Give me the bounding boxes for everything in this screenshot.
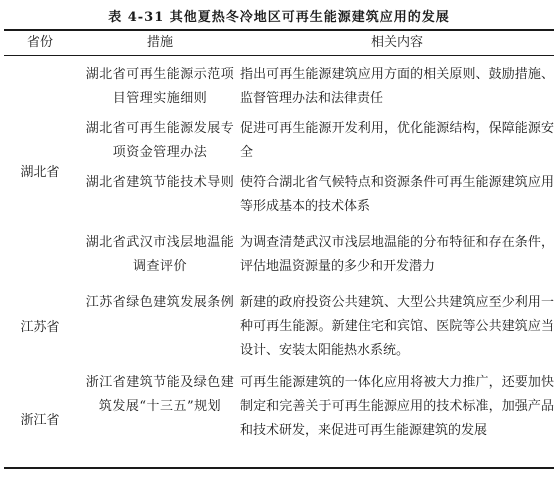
bottom-rule [4, 467, 554, 469]
measure-cell: 浙江省建筑节能及绿色建筑发展“十三五”规划 [85, 375, 235, 414]
province-hubei: 湖北省 [20, 165, 60, 180]
province-jiangsu: 江苏省 [20, 320, 60, 335]
content-cell: 可再生能源建筑的一体化应用将被大力推广，还要加快制定和完善关于可再生能源应用的技术标准，加强产品和技术研发，来促进可再生能源建筑的发展 [240, 375, 554, 438]
province-zhejiang: 浙江省 [20, 413, 60, 428]
header-rule [4, 55, 554, 56]
header-content: 相关内容 [370, 35, 423, 50]
measure-cell: 江苏省绿色建筑发展条例 [85, 295, 235, 310]
content-cell: 促进可再生能源开发利用，优化能源结构，保障能源安全 [240, 121, 554, 160]
content-cell: 指出可再生能源建筑应用方面的相关原则、鼓励措施、监督管理办法和法律责任 [240, 67, 554, 106]
content-cell: 为调查清楚武汉市浅层地温能的分布特征和存在条件，评估地温资源量的多少和开发潜力 [240, 235, 554, 274]
content-cell: 使符合湖北省气候特点和资源条件可再生能源建筑应用等形成基本的技术体系 [240, 175, 554, 214]
table-caption: 表 4-31 其他夏热冬冷地区可再生能源建筑应用的发展 [108, 10, 450, 25]
content-cell: 新建的政府投资公共建筑、大型公共建筑应至少利用一种可再生能源。新建住宅和宾馆、医院等公共建筑应当设计、安装太阳能热水系统。 [240, 295, 554, 358]
measure-cell: 湖北省可再生能源发展专项资金管理办法 [85, 121, 235, 160]
header-province: 省份 [26, 35, 53, 50]
measure-cell: 湖北省可再生能源示范项目管理实施细则 [85, 67, 235, 106]
measure-cell: 湖北省武汉市浅层地温能调查评价 [85, 235, 235, 274]
measure-cell: 湖北省建筑节能技术导则 [85, 175, 235, 190]
header-measure: 措施 [146, 35, 173, 50]
top-rule [4, 29, 554, 31]
